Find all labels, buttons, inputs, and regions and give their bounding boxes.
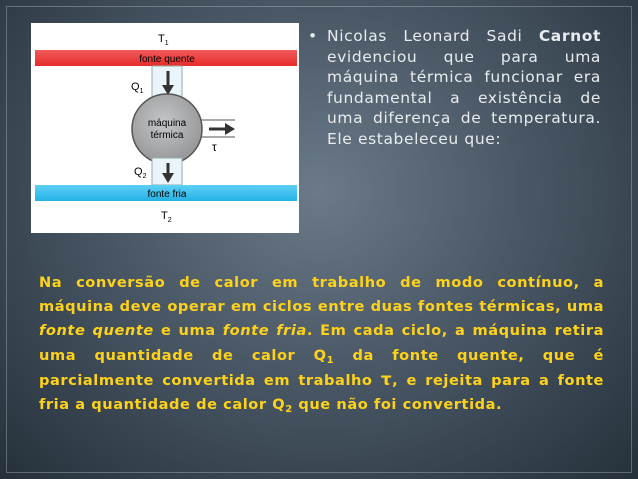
q2-label: $Q_2$ — [134, 166, 147, 180]
hot-source-label: fonte quente — [139, 54, 195, 65]
carnot-statement: Na conversão de calor em trabalho de modo contínuo, a máquina deve operar em ciclos entre duas fontes térmicas, uma fonte quente e uma fonte fria. Em cada ciclo, a máquina retira uma quantidade de calor $Q_1$ da fonte quente, que é parcialmente convertida em trabalho τ, e rejeita para a fonte fria a quantidade de calor $Q_2$ que não foi convertida. — [39, 274, 605, 416]
machine-label-2: térmica — [150, 130, 184, 141]
tau-label: τ — [212, 140, 217, 154]
bullet-text — [308, 26, 601, 149]
carnot-name: Carnot — [538, 27, 601, 45]
hot-source-term: fonte quente — [39, 322, 154, 340]
t2-label: $T_2$ — [161, 210, 172, 224]
tau-symbol: τ — [380, 369, 393, 390]
carnot-diagram — [31, 23, 299, 233]
bullet-dot-icon: • — [308, 27, 318, 45]
carnot-diagram-svg — [31, 23, 299, 233]
bullet-suffix: evidenciou que para uma máquina térmica funcionar era fundamental a existência de uma diferença de temperatura. Ele estabeleceu que: — [327, 47, 601, 148]
thermal-machine — [132, 94, 202, 164]
cold-source-label: fonte fria — [147, 189, 187, 200]
bullet-paragraph — [313, 26, 601, 149]
machine-label-1: máquina — [147, 118, 187, 129]
bullet-prefix: Nicolas Leonard Sadi — [327, 27, 523, 45]
cold-source-term: fonte fria — [222, 322, 307, 340]
work-arrow-head — [225, 123, 235, 135]
t1-label: $T_1$ — [158, 33, 169, 47]
q1-label: $Q_1$ — [131, 81, 144, 95]
